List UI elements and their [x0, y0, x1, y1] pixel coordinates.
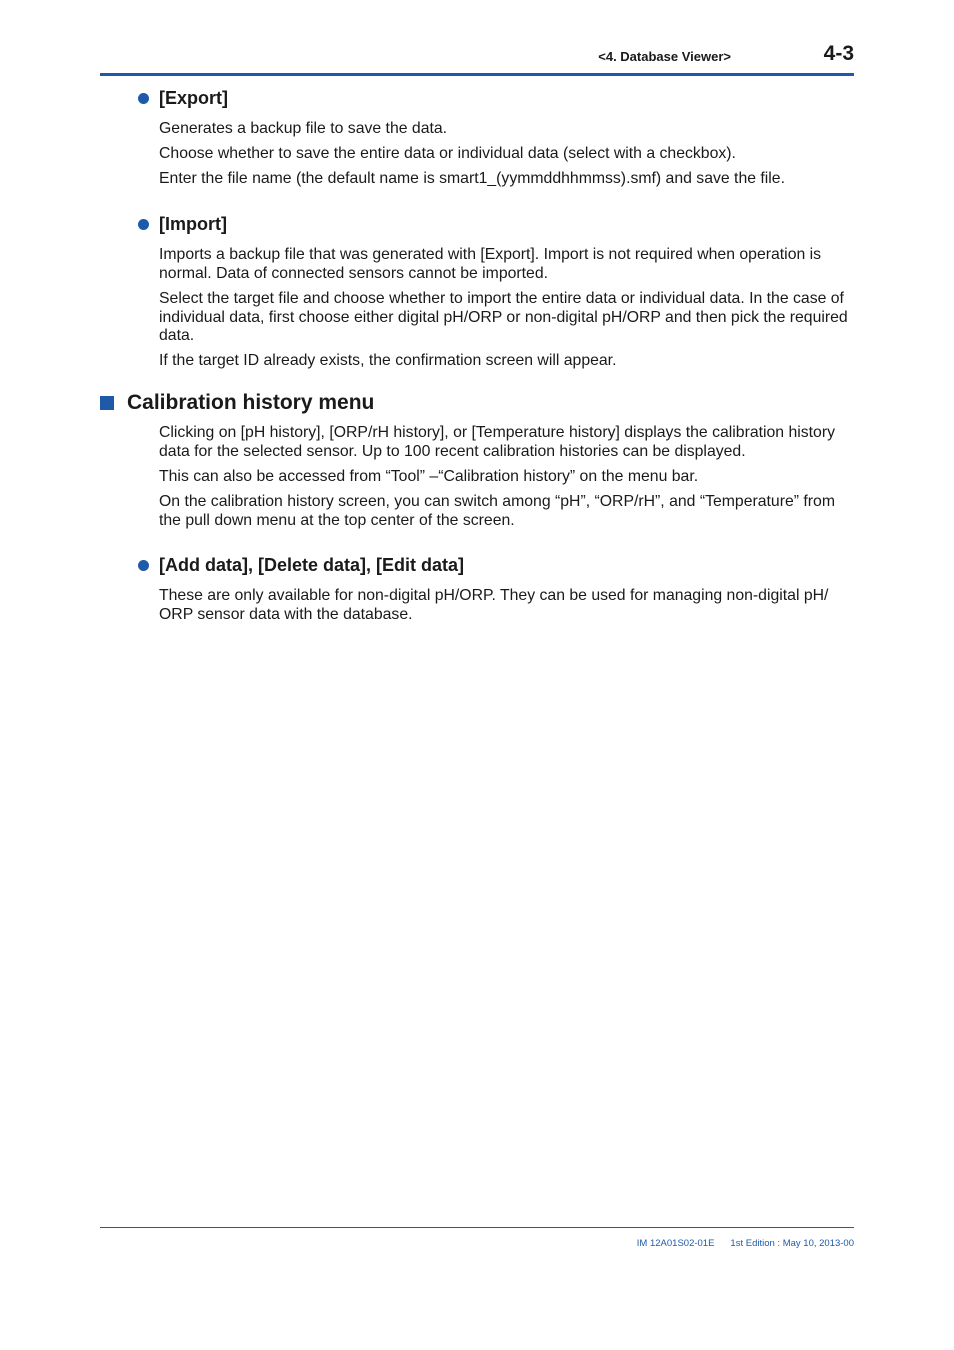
data-edit-heading-text: [Add data], [Delete data], [Edit data]	[159, 555, 465, 575]
data-edit-heading	[138, 555, 464, 576]
export-heading	[138, 88, 228, 109]
data-edit-paragraph-1: These are only available for non-digital pH/ORP. They can be used for managing non-digital pH/ ORP sensor data with the database.	[159, 587, 829, 623]
bullet-icon	[138, 93, 149, 104]
document-id: IM 12A01S02-01E	[636, 1238, 715, 1249]
footer	[500, 1238, 854, 1249]
chapter-title: <4. Database Viewer>	[598, 49, 731, 64]
export-paragraph-3: Enter the file name (the default name is smart1_(yymmddhhmmss).smf) and save the file.	[159, 170, 785, 187]
calibration-heading	[100, 391, 374, 415]
calibration-paragraph-1: Clicking on [pH history], [ORP/rH history], or [Temperature history] displays the calibration history data for the selected sensor. Up to 100 recent calibration histories can be displayed.	[159, 424, 836, 460]
bullet-icon	[138, 560, 149, 571]
export-paragraph-2: Choose whether to save the entire data or individual data (select with a checkbox).	[159, 145, 736, 162]
import-paragraph-3: If the target ID already exists, the confirmation screen will appear.	[159, 352, 617, 369]
calibration-paragraph-2: This can also be accessed from “Tool” –“Calibration history” on the menu bar.	[159, 468, 699, 485]
footer-divider	[100, 1227, 854, 1228]
import-heading-text: [Import]	[159, 214, 227, 234]
calibration-paragraph-3: On the calibration history screen, you can switch among “pH”, “ORP/rH”, and “Temperature” from the pull down menu at the top center of the screen.	[159, 493, 836, 529]
import-paragraph-1: Imports a backup file that was generated with [Export]. Import is not required when operation is normal. Data of connected sensors cannot be imported.	[159, 246, 822, 282]
bullet-icon	[138, 219, 149, 230]
export-paragraph-1: Generates a backup file to save the data.	[159, 120, 448, 137]
export-heading-text: [Export]	[159, 88, 228, 108]
section-square-icon	[100, 396, 114, 410]
header-divider	[100, 73, 854, 76]
import-paragraph-2: Select the target file and choose whether to import the entire data or individual data. In the case of individual data, first choose either digital pH/ORP or non-digital pH/ORP and then pick the required data.	[159, 290, 848, 344]
edition-info: 1st Edition : May 10, 2013-00	[730, 1238, 854, 1249]
calibration-heading-text: Calibration history menu	[127, 391, 375, 414]
import-heading	[138, 214, 227, 235]
page-number: 4-3	[823, 42, 854, 65]
